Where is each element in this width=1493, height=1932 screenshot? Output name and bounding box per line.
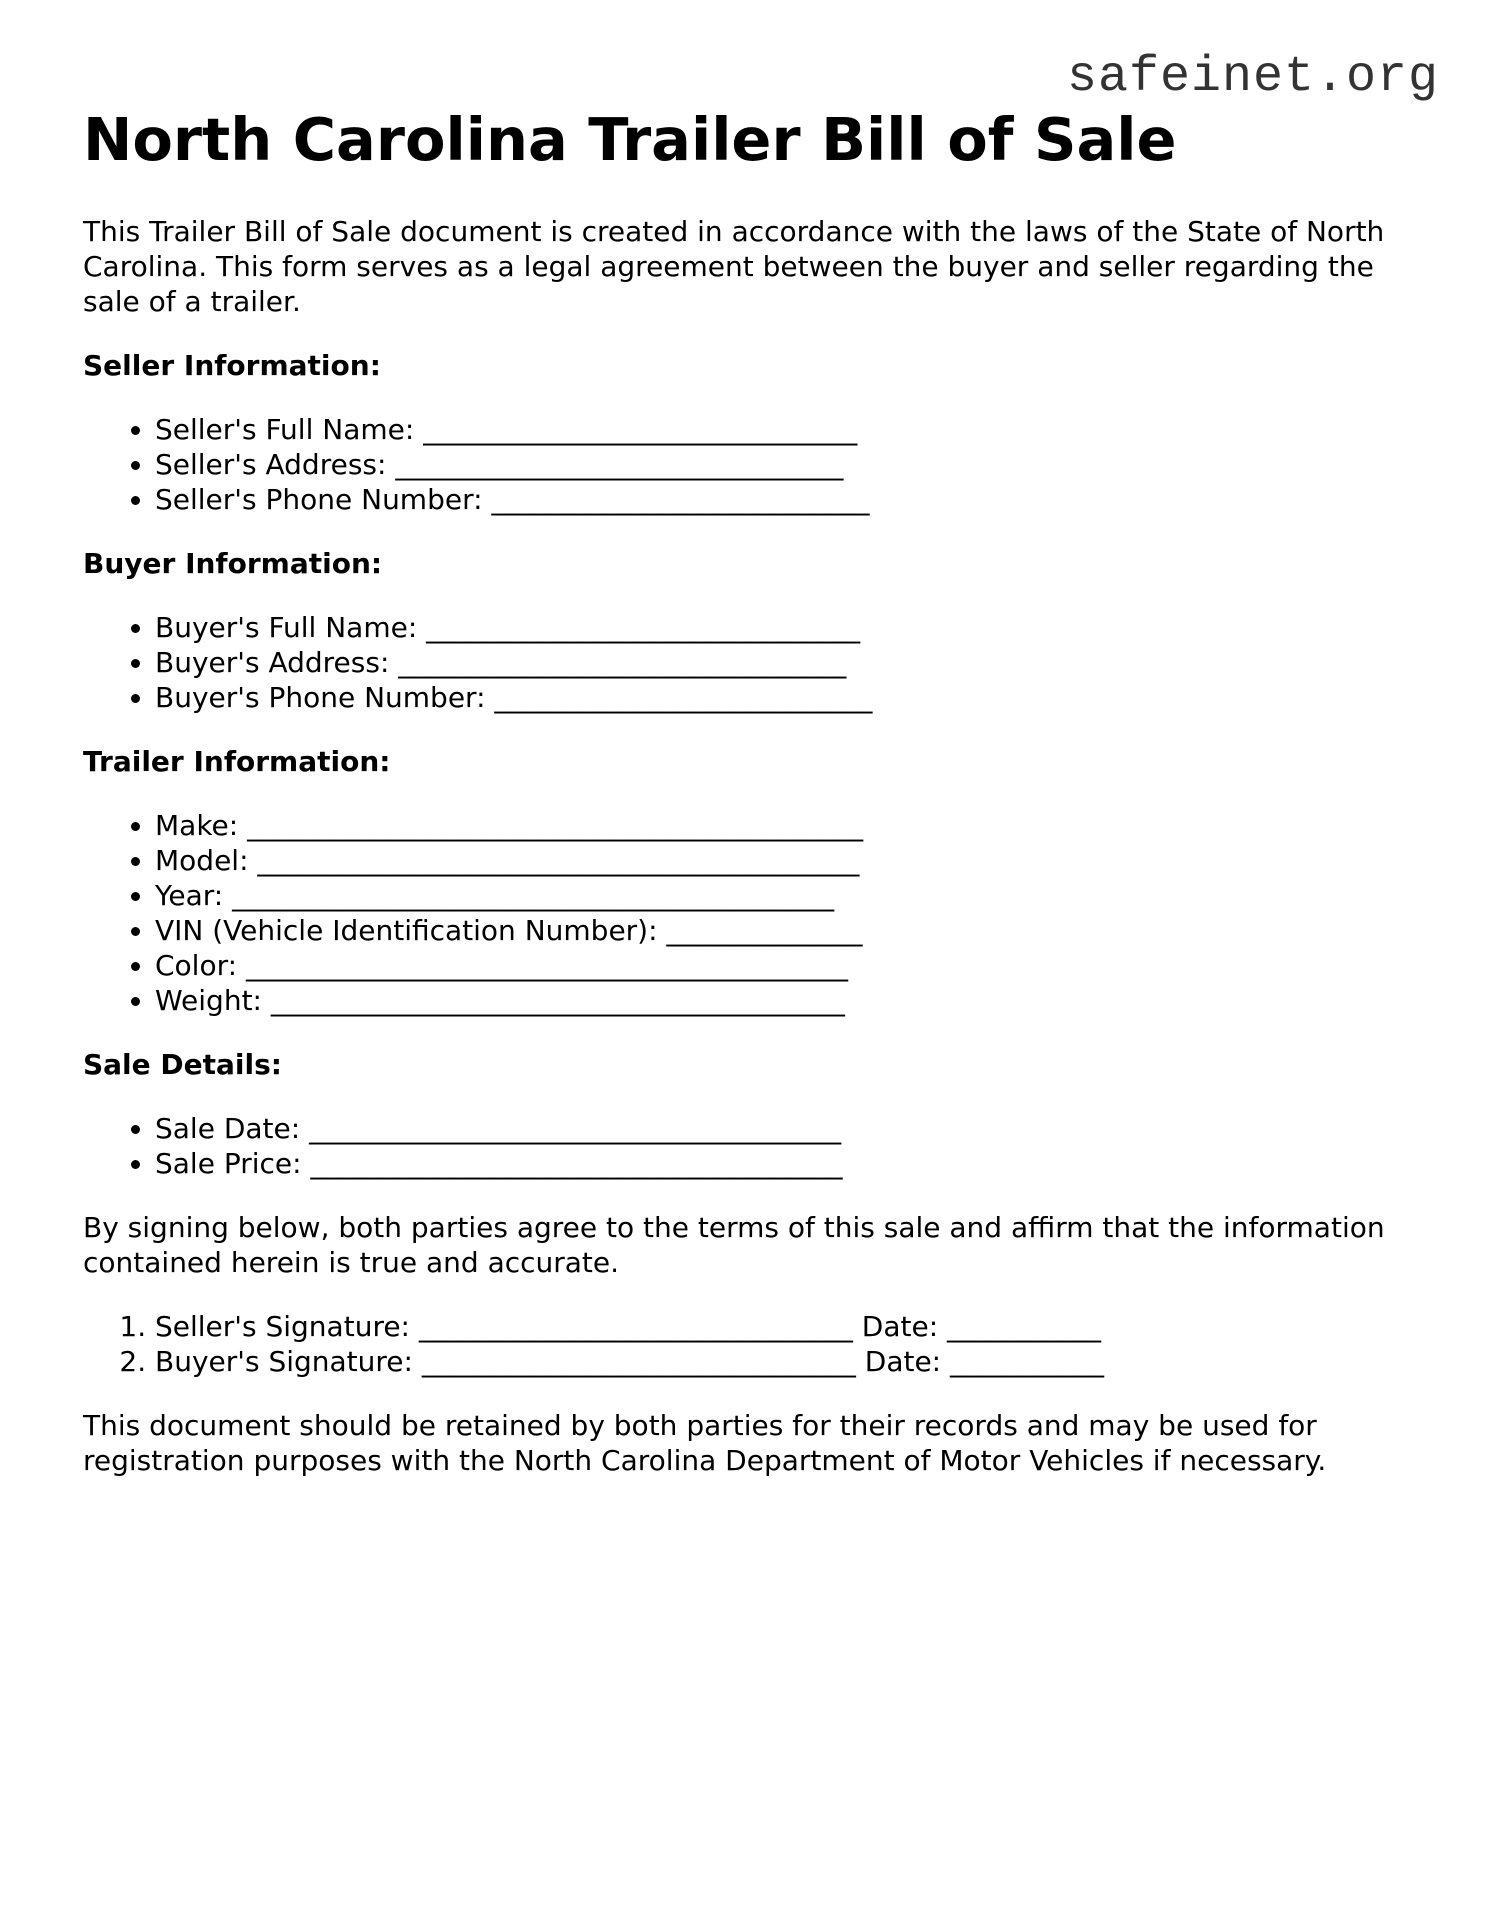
closing-paragraph: This document should be retained by both parties for their records and may be used for registration purposes with the North Carolina Department of Motor Vehicles if necessary. — [83, 1409, 1327, 1477]
signature-list — [83, 1309, 1423, 1379]
buyer-full-name-field: • Buyer's Full Name: _______________________________ — [155, 610, 1423, 645]
seller-signature-line: 1. Seller's Signature: _______________________________ Date: ___________ — [155, 1309, 1423, 1344]
seller-address-field: • Seller's Address: ________________________________ — [155, 447, 1423, 482]
seller-phone-field: • Seller's Phone Number: ___________________________ — [155, 482, 1423, 517]
trailer-year-field: • Year: ___________________________________________ — [155, 878, 1423, 913]
seller-list — [83, 412, 1423, 517]
buyer-signature-line: 2. Buyer's Signature: _______________________________ Date: ___________ — [155, 1344, 1423, 1379]
seller-full-name-field: • Seller's Full Name: _______________________________ — [155, 412, 1423, 447]
trailer-model-field: • Model: ___________________________________________ — [155, 843, 1423, 878]
trailer-vin-field: • VIN (Vehicle Identification Number): ______________ — [155, 913, 1423, 948]
sale-list — [83, 1111, 1423, 1181]
watermark-text: safeinet.org — [1066, 49, 1439, 106]
buyer-list — [83, 610, 1423, 715]
document-page — [83, 106, 1423, 1478]
trailer-weight-field: • Weight: _________________________________________ — [155, 983, 1423, 1018]
buyer-address-field: • Buyer's Address: ________________________________ — [155, 645, 1423, 680]
sale-price-field: • Sale Price: ______________________________________ — [155, 1146, 1423, 1181]
trailer-heading: Trailer Information: — [83, 745, 391, 778]
trailer-color-field: • Color: ___________________________________________ — [155, 948, 1423, 983]
seller-heading: Seller Information: — [83, 349, 381, 382]
intro-paragraph: This Trailer Bill of Sale document is created in accordance with the laws of the State of North Carolina. This form serves as a legal agreement between the buyer and seller regarding the sale of a trailer. — [83, 215, 1385, 318]
buyer-phone-field: • Buyer's Phone Number: ___________________________ — [155, 680, 1423, 715]
sale-date-field: • Sale Date: ______________________________________ — [155, 1111, 1423, 1146]
trailer-make-field: • Make: ____________________________________________ — [155, 808, 1423, 843]
buyer-heading: Buyer Information: — [83, 547, 383, 580]
sale-heading: Sale Details: — [83, 1048, 282, 1081]
agreement-paragraph: By signing below, both parties agree to the terms of this sale and affirm that the information contained herein is true and accurate. — [83, 1211, 1385, 1279]
document-title: North Carolina Trailer Bill of Sale — [83, 105, 1177, 174]
trailer-list — [83, 808, 1423, 1018]
